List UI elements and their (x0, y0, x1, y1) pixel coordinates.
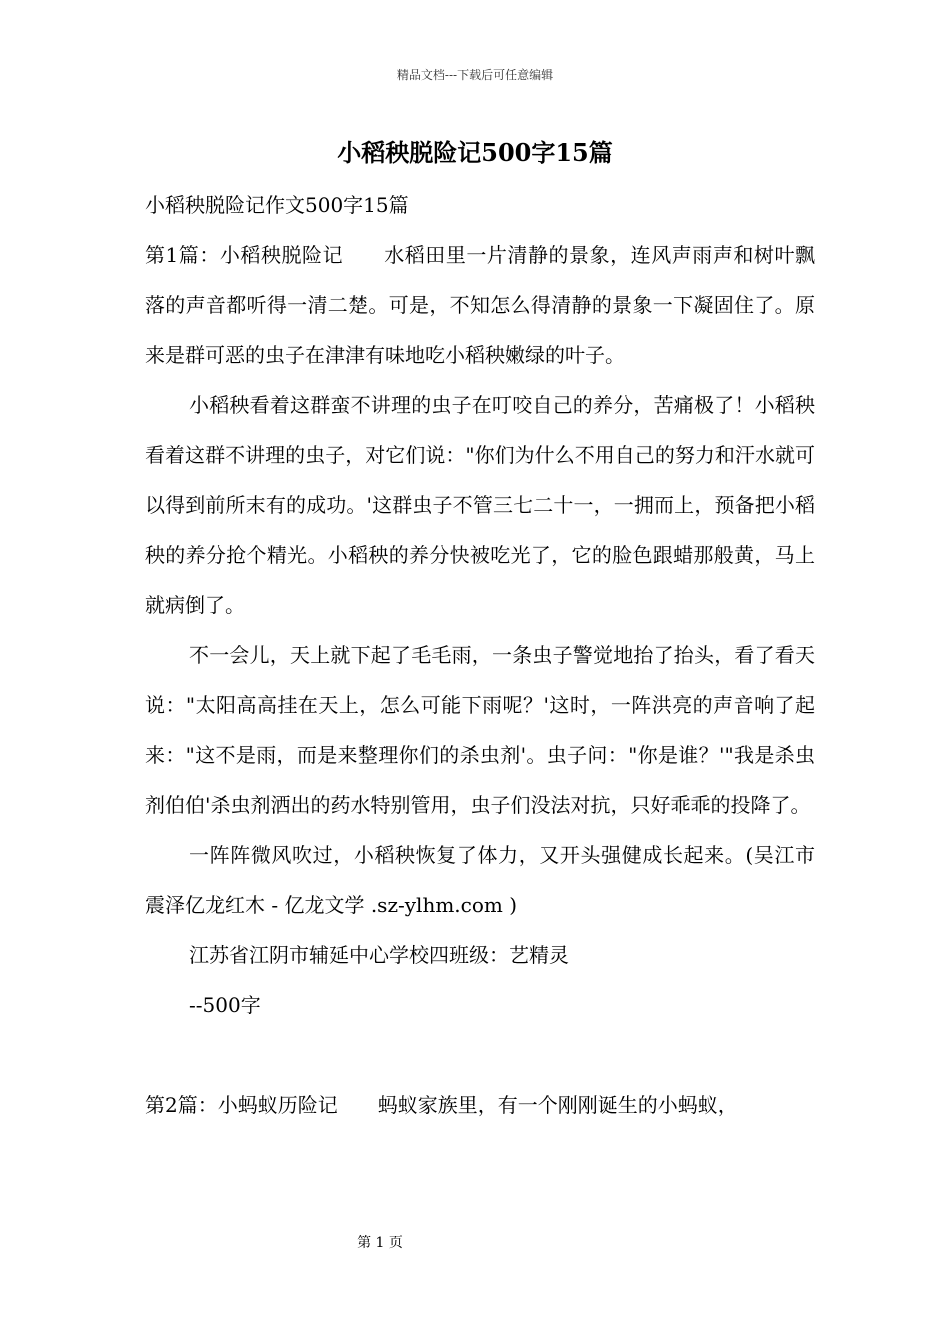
paragraph-4: 一阵阵微风吹过，小稻秧恢复了体力，又开头强健成长起来。(吴江市震泽亿龙红木 - 亿龙文学 .sz-ylhm.com ) (145, 843, 815, 917)
paragraph-2: 小稻秧看着这群蛮不讲理的虫子在叮咬自己的养分，苦痛极了！小稻秧看着这群不讲理的虫子，对它们说："你们为什么不用自己的努力和汗水就可以得到前所末有的成功。'这群虫子不管三七二十一，一拥而上，预备把小稻秧的养分抢个精光。小稻秧的养分快被吃光了，它的脸色跟蜡那般黄，马上就病倒了。 (145, 393, 815, 617)
page-number: 第 1 页 (357, 1235, 403, 1251)
header-note: 精品文档---下载后可任意编辑 (396, 68, 554, 82)
paragraph-3: 不一会儿，天上就下起了毛毛雨，一条虫子警觉地抬了抬头，看了看天说："太阳高高挂在天上，怎么可能下雨呢？'这时，一阵洪亮的声音响了起来："这不是雨，而是来整理你们的杀虫剂'。虫子问："你是谁？'"我是杀虫剂伯伯'杀虫剂洒出的药水特别管用，虫子们没法对抗，只好乖乖的投降了。 (145, 643, 815, 817)
author-line: 江苏省江阴市辅延中心学校四班级：艺精灵 (189, 943, 569, 967)
paragraph-1: 第1篇：小稻秧脱险记 水稻田里一片清静的景象，连风声雨声和树叶飘落的声音都听得一清二楚。可是，不知怎么得清静的景象一下凝固住了。原来是群可恶的虫子在津津有味地吃小稻秧嫩绿的叶子。 (145, 243, 815, 367)
document-body (145, 180, 815, 1130)
section-gap (145, 1030, 815, 1080)
paragraph-next-section: 第2篇：小蚂蚁历险记 蚂蚁家族里，有一个刚刚诞生的小蚂蚁， (145, 1093, 738, 1117)
document-title: 小稻秧脱险记500字15篇 (337, 138, 613, 167)
word-count: --500字 (189, 993, 261, 1017)
subtitle: 小稻秧脱险记作文500字15篇 (145, 193, 409, 217)
